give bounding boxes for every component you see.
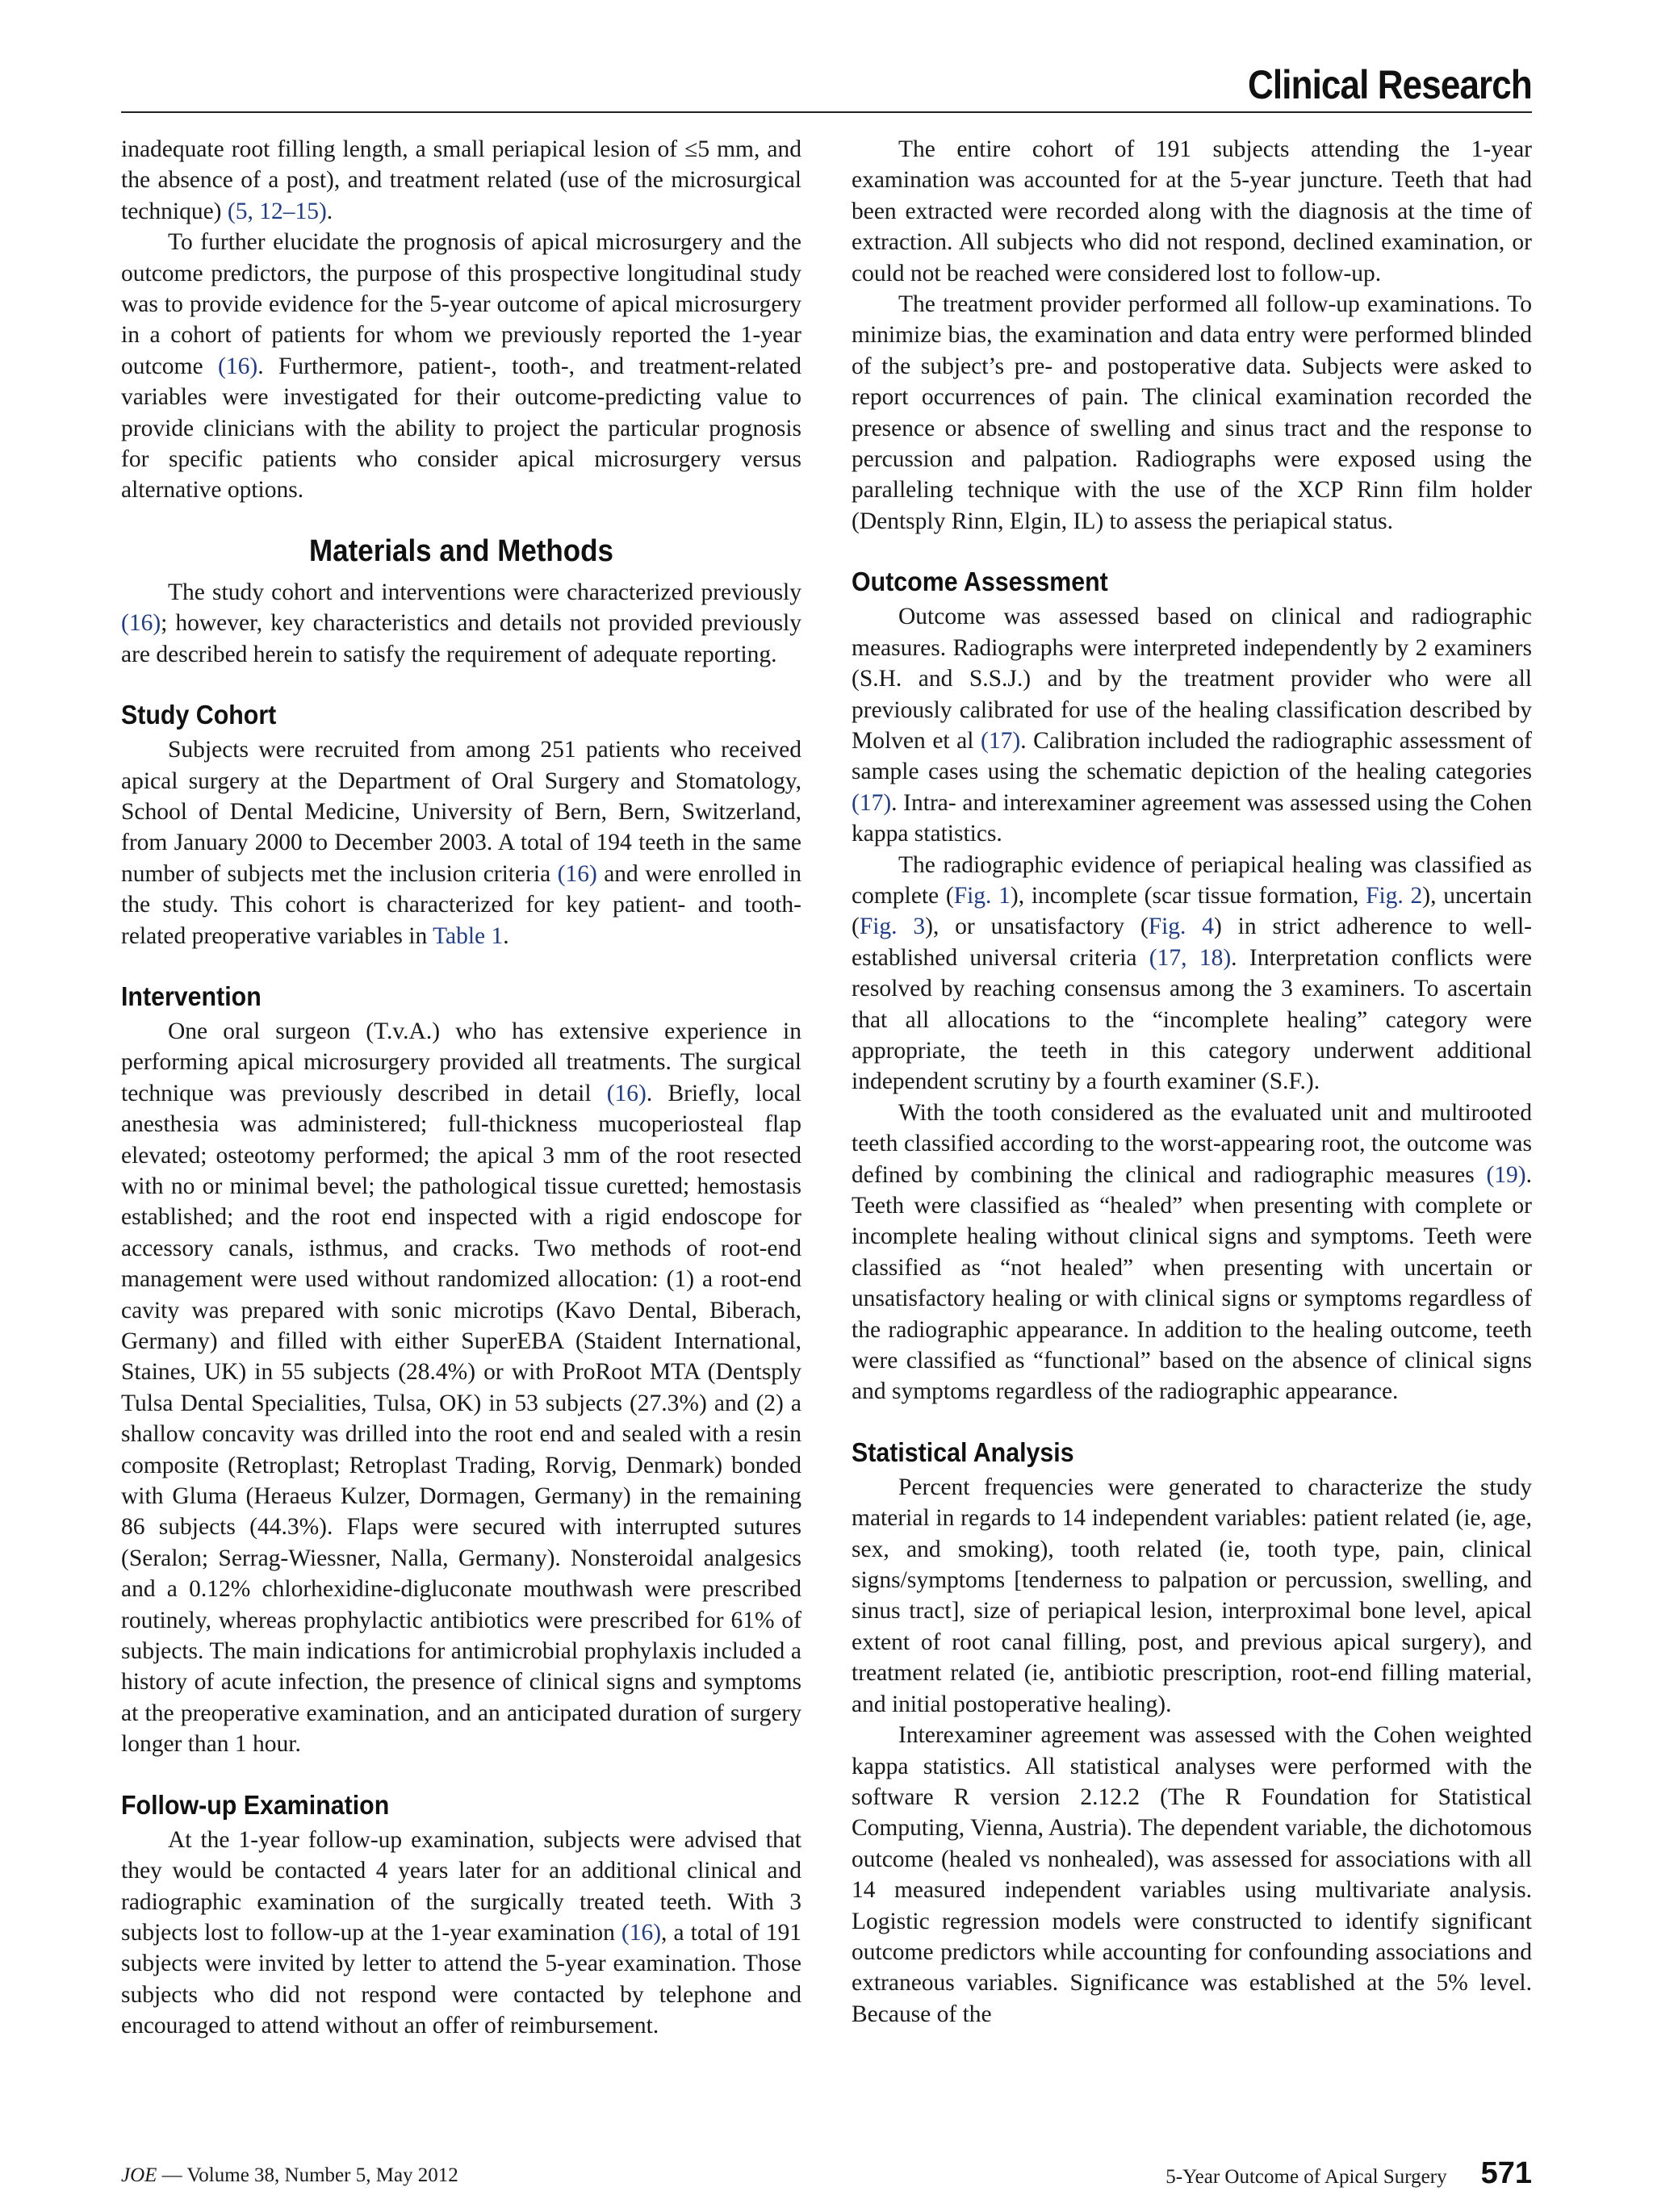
paragraph: With the tooth considered as the evaluated unit and multirooted teeth classified according to the worst-appearing root, the outcome was defined by combining the clinical and radiographic measures (19). Teeth were classified as “healed” when presenting with complete or incomplete healing without clinical signs and symptoms. Teeth were classified as “not healed” when presenting with uncertain or unsatisfactory healing or with clinical signs or symptoms regardless of the radiographic appearance. In addition to the healing outcome, teeth were classified as “functional” based on the absence of clinical signs and symptoms regardless of the radiographic appearance. (852, 1099, 1532, 1405)
citation-link[interactable]: (17) (852, 789, 892, 816)
subheading-intervention: Intervention (121, 981, 262, 1011)
paragraph: At the 1-year follow-up examination, subjects were advised that they would be contacted 4 years later for an additional clinical and radiographic examination of the surgically treated teeth. With 3 subjects lost to follow-up at the 1-year examination (16), a total of 191 subjects were invited by letter to attend the 5-year examination. Those subjects who did not respond were contacted by telephone and encouraged to attend without an offer of reimbursement. (121, 1826, 801, 2039)
running-title: 5-Year Outcome of Apical Surgery (1165, 2166, 1447, 2188)
paragraph: Percent frequencies were generated to characterize the study material in regards to 14 independent variables: patient related (ie, age, sex, and smoking), tooth related (ie, tooth type, pain, clinical signs/symptoms [tenderness to palpation or percussion, swelling, and sinus tract], size of periapical lesion, interproximal bone level, apical extent of root canal filling, post, and previous apical surgery), and treatment related (ie, antibiotic prescription, root-end filling material, and initial postoperative healing). (852, 1474, 1532, 1717)
subheading-study-cohort: Study Cohort (121, 700, 277, 730)
paragraph: One oral surgeon (T.v.A.) who has extensive experience in performing apical microsurgery provided all treatments. The surgical technique was previously described in detail (16). Briefly, local anesthesia was administered; full-thickness mucoperiosteal flap elevated; osteotomy performed; the apical 3 mm of the root resected with no or minimal bevel; the pathological tissue curetted; hemostasis established; and the root end inspected with a rigid endoscope for accessory canals, isthmus, and cracks. Two methods of root-end management were used without randomized allocation: (1) a root-end cavity was prepared with sonic microtips (Kavo Dental, Biberach, Germany) and filled with either SuperEBA (Staident International, Staines, UK) in 55 subjects (28.4%) or with ProRoot MTA (Dentsply Tulsa Dental Specialities, Tulsa, OK) in 53 subjects (27.3%) and (2) a shallow concavity was drilled into the root end and sealed with a resin composite (Retroplast; Retroplast Trading, Rorvig, Denmark) bonded with Gluma (Heraeus Kulzer, Dormagen, Germany) in the remaining 86 subjects (44.3%). Flaps were secured with interrupted sutures (Seralon; Serrag-Wiessner, Nalla, Germany). Nonsteroidal analgesics and a 0.12% chlorhexidine-digluconate mouthwash were prescribed routinely, whereas prophylactic antibiotics were prescribed for 61% of subjects. The main indications for antimicrobial prophylaxis included a history of acute infection, the presence of clinical signs and symptoms at the preoperative examination, and an anticipated duration of surgery longer than 1 hour. (121, 1018, 801, 1758)
figure-link[interactable]: Fig. 3 (859, 914, 926, 940)
paragraph: The entire cohort of 191 subjects attending the 1-year examination was accounted for at the 5-year juncture. Teeth that had been extracted were recorded along with the diagnosis at the time of extraction. All subjects who did not respond, declined examination, or could not be reached were considered lost to follow-up. (852, 136, 1532, 286)
section-heading-materials-methods: Materials and Methods (309, 533, 613, 568)
paragraph: The radiographic evidence of periapical healing was classified as complete (Fig. 1), incomplete (scar tissue formation, Fig. 2), uncertain (Fig. 3), or unsatisfactory (Fig. 4) in strict adherence to well-established universal criteria (17, 18). Interpretation conflicts were resolved by reaching consensus among the 3 examiners. To ascertain that all allocations to the “incomplete healing” category were appropriate, the teeth in this category underwent additional independent scrutiny by a fourth examiner (S.F.). (852, 851, 1533, 1095)
subheading-outcome-assessment: Outcome Assessment (852, 567, 1108, 597)
paragraph: The treatment provider performed all follow-up examinations. To minimize bias, the examination and data entry were performed blinded of the subject’s pre- and postoperative data. Subjects were asked to report occurrences of pain. The clinical examination recorded the presence or absence of swelling and sinus tract and the response to percussion and palpation. Radiographs were exposed using the paralleling technique with the use of the XCP Rinn film holder (Dentsply Rinn, Elgin, IL) to assess the periapical status. (852, 291, 1532, 534)
table-link[interactable]: Table 1 (433, 922, 504, 949)
subheading-statistical-analysis: Statistical Analysis (852, 1436, 1074, 1467)
figure-link[interactable]: Fig. 4 (1148, 914, 1215, 940)
figure-link[interactable]: Fig. 2 (1366, 882, 1423, 909)
volume-info: — Volume 38, Number 5, May 2012 (157, 2164, 458, 2186)
figure-link[interactable]: Fig. 1 (953, 882, 1011, 909)
header-rule (121, 111, 1532, 113)
journal-name: JOE (121, 2164, 157, 2186)
citation-link[interactable]: (5, 12–15) (227, 198, 327, 224)
footer-right (1165, 2156, 1532, 2191)
citation-link[interactable]: (16) (557, 860, 597, 887)
citation-link[interactable]: (16) (606, 1080, 647, 1106)
paragraph: Subjects were recruited from among 251 patients who received apical surgery at the Department of Oral Surgery and Stomatology, School of Dental Medicine, University of Bern, Bern, Switzerland, from January 2000 to December 2003. A total of 194 teeth in the same number of subjects met the inclusion criteria (16) and were enrolled in the study. This cohort is characterized for key patient- and tooth-related preoperative variables in Table 1. (121, 737, 801, 949)
paragraph: Interexaminer agreement was assessed with the Cohen weighted kappa statistics. All statistical analyses were performed with the software R version 2.12.2 (The R Foundation for Statistical Computing, Vienna, Austria). The dependent variable, the dichotomous outcome (healed vs nonhealed), was assessed for associations with all 14 measured independent variables using multivariate analysis. Logistic regression models were constructed to identify significant outcome predictors while accounting for confounding associations and extraneous variables. Significance was established at the 5% level. Because of the (852, 1722, 1532, 2027)
paragraph: inadequate root filling length, a small periapical lesion of ≤5 mm, and the absence of a post), and treatment related (use of the microsurgical technique) (5, 12–15). (121, 136, 801, 224)
section-header-title: Clinical Research (1248, 62, 1532, 107)
citation-link[interactable]: (19) (1486, 1161, 1526, 1188)
paragraph: Outcome was assessed based on clinical and radiographic measures. Radiographs were interpreted independently by 2 examiners (S.H. and S.S.J.) and by the treatment provider who were all previously calibrated for use of the healing classification described by Molven et al (17). Calibration included the radiographic assessment of sample cases using the schematic depiction of the healing categories (17). Intra- and interexaminer agreement was assessed using the Cohen kappa statistics. (852, 604, 1532, 847)
left-column (121, 134, 801, 2042)
footer-journal-info (121, 2164, 458, 2187)
citation-link[interactable]: (17) (981, 727, 1021, 754)
citation-link[interactable]: (17, 18) (1149, 944, 1232, 971)
citation-link[interactable]: (16) (621, 1919, 662, 1946)
citation-link[interactable]: (16) (121, 610, 161, 637)
page-number: 571 (1480, 2156, 1532, 2190)
citation-link[interactable]: (16) (218, 353, 258, 379)
paragraph: To further elucidate the prognosis of apical microsurgery and the outcome predictors, the purpose of this prospective longitudinal study was to provide evidence for the 5-year outcome of apical microsurgery in a cohort of patients for whom we previously reported the 1-year outcome (16). Furthermore, patient-, tooth-, and treatment-related variables were investigated for their outcome-predicting value to provide clinicians with the ability to project the particular prognosis for specific patients who consider apical microsurgery versus alternative options. (121, 229, 801, 504)
paragraph: The study cohort and interventions were characterized previously (16); however, key characteristics and details not provided previously are described herein to satisfy the requirement of adequate reporting. (121, 579, 801, 667)
right-column (852, 134, 1532, 2030)
subheading-follow-up-examination: Follow-up Examination (121, 1789, 390, 1820)
